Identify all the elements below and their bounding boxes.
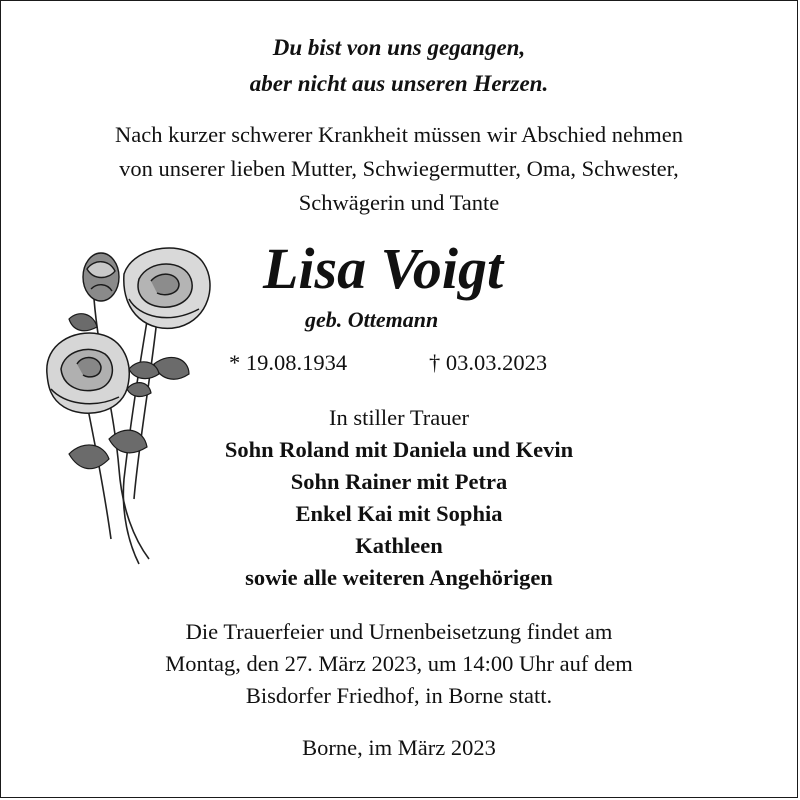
mourner-line: Kathleen bbox=[355, 533, 443, 558]
mourner-line: Sohn Roland mit Daniela und Kevin bbox=[224, 437, 574, 462]
death-date: † 03.03.2023 bbox=[429, 350, 548, 375]
ceremony-line-1: Die Trauerfeier und Urnenbeisetzung findet am bbox=[185, 619, 613, 644]
mourning-heading: In stiller Trauer bbox=[329, 405, 469, 430]
ceremony-line-3: Bisdorfer Friedhof, in Borne statt. bbox=[245, 683, 553, 708]
ceremony-line-2: Montag, den 27. März 2023, um 14:00 Uhr auf dem bbox=[165, 651, 633, 676]
mourner-line: sowie alle weiteren Angehörigen bbox=[245, 565, 553, 590]
birth-date: * 19.08.1934 bbox=[229, 350, 348, 375]
intro-line-3: Schwägerin und Tante bbox=[298, 190, 500, 215]
motto-line-2: aber nicht aus unseren Herzen. bbox=[249, 71, 549, 96]
birth-name: geb. Ottemann bbox=[305, 307, 439, 332]
intro-line-1: Nach kurzer schwerer Krankheit müssen wir Abschied nehmen bbox=[115, 122, 683, 147]
deceased-name: Lisa Voigt bbox=[263, 236, 504, 301]
mourner-line: Enkel Kai mit Sophia bbox=[295, 501, 503, 526]
place-date: Borne, im März 2023 bbox=[302, 735, 496, 760]
mourner-line: Sohn Rainer mit Petra bbox=[290, 469, 508, 494]
intro-line-2: von unserer lieben Mutter, Schwiegermutter, Oma, Schwester, bbox=[119, 156, 679, 181]
motto-line-1: Du bist von uns gegangen, bbox=[272, 35, 526, 60]
